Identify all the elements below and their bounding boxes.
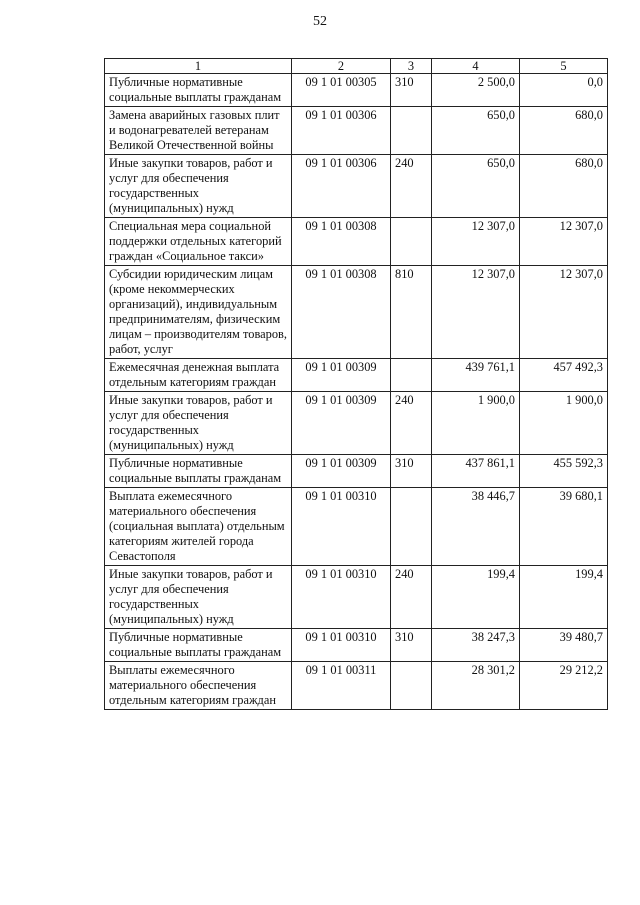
page-number: 52 bbox=[313, 14, 327, 29]
row-expense-type-cell bbox=[391, 488, 432, 566]
row-amount-year2-cell: 0,0 bbox=[520, 74, 608, 107]
row-amount-year2-cell: 199,4 bbox=[520, 566, 608, 629]
row-amount-year1-cell: 38 446,7 bbox=[432, 488, 520, 566]
row-name-cell: Иные закупки товаров, работ и услуг для обеспечения государственных (муниципальных) нужд bbox=[105, 155, 292, 218]
row-code-cell: 09 1 01 00309 bbox=[292, 392, 391, 455]
row-code-cell: 09 1 01 00306 bbox=[292, 107, 391, 155]
row-code-cell: 09 1 01 00308 bbox=[292, 266, 391, 359]
row-name-cell: Публичные нормативные социальные выплаты гражданам bbox=[105, 74, 292, 107]
header-col-1: 1 bbox=[105, 59, 292, 74]
row-expense-type-cell bbox=[391, 662, 432, 710]
row-name-cell: Субсидии юридическим лицам (кроме некоммерческих организаций), индивидуальным предпринимателям, физическим лицам – производителям товаров, работ, услуг bbox=[105, 266, 292, 359]
table-row bbox=[105, 74, 608, 107]
table-row bbox=[105, 455, 608, 488]
row-amount-year2-cell: 39 680,1 bbox=[520, 488, 608, 566]
table-row bbox=[105, 155, 608, 218]
row-name-cell: Иные закупки товаров, работ и услуг для обеспечения государственных (муниципальных) нужд bbox=[105, 392, 292, 455]
row-expense-type-cell bbox=[391, 359, 432, 392]
row-amount-year2-cell: 680,0 bbox=[520, 155, 608, 218]
row-amount-year2-cell: 680,0 bbox=[520, 107, 608, 155]
row-amount-year1-cell: 38 247,3 bbox=[432, 629, 520, 662]
row-amount-year1-cell: 650,0 bbox=[432, 155, 520, 218]
row-amount-year2-cell: 455 592,3 bbox=[520, 455, 608, 488]
row-amount-year1-cell: 12 307,0 bbox=[432, 266, 520, 359]
row-code-cell: 09 1 01 00310 bbox=[292, 629, 391, 662]
row-amount-year1-cell: 28 301,2 bbox=[432, 662, 520, 710]
row-expense-type-cell: 240 bbox=[391, 392, 432, 455]
row-amount-year1-cell: 439 761,1 bbox=[432, 359, 520, 392]
table-header-row bbox=[105, 59, 608, 74]
row-code-cell: 09 1 01 00309 bbox=[292, 359, 391, 392]
table-row bbox=[105, 566, 608, 629]
row-name-cell: Иные закупки товаров, работ и услуг для обеспечения государственных (муниципальных) нужд bbox=[105, 566, 292, 629]
row-expense-type-cell: 240 bbox=[391, 155, 432, 218]
row-expense-type-cell bbox=[391, 218, 432, 266]
row-name-cell: Публичные нормативные социальные выплаты гражданам bbox=[105, 455, 292, 488]
table-row bbox=[105, 488, 608, 566]
row-amount-year1-cell: 1 900,0 bbox=[432, 392, 520, 455]
table-row bbox=[105, 359, 608, 392]
table-row bbox=[105, 266, 608, 359]
row-expense-type-cell: 240 bbox=[391, 566, 432, 629]
row-amount-year2-cell: 29 212,2 bbox=[520, 662, 608, 710]
row-amount-year1-cell: 650,0 bbox=[432, 107, 520, 155]
row-name-cell: Ежемесячная денежная выплата отдельным категориям граждан bbox=[105, 359, 292, 392]
budget-table bbox=[104, 58, 608, 710]
row-amount-year2-cell: 12 307,0 bbox=[520, 266, 608, 359]
row-expense-type-cell: 310 bbox=[391, 629, 432, 662]
row-expense-type-cell: 810 bbox=[391, 266, 432, 359]
row-code-cell: 09 1 01 00308 bbox=[292, 218, 391, 266]
row-name-cell: Специальная мера социальной поддержки отдельных категорий граждан «Социальное такси» bbox=[105, 218, 292, 266]
row-expense-type-cell: 310 bbox=[391, 74, 432, 107]
row-code-cell: 09 1 01 00305 bbox=[292, 74, 391, 107]
header-col-3: 3 bbox=[391, 59, 432, 74]
row-amount-year1-cell: 12 307,0 bbox=[432, 218, 520, 266]
row-amount-year1-cell: 199,4 bbox=[432, 566, 520, 629]
table-body bbox=[105, 74, 608, 710]
row-code-cell: 09 1 01 00309 bbox=[292, 455, 391, 488]
row-code-cell: 09 1 01 00306 bbox=[292, 155, 391, 218]
header-col-4: 4 bbox=[432, 59, 520, 74]
row-name-cell: Публичные нормативные социальные выплаты гражданам bbox=[105, 629, 292, 662]
row-code-cell: 09 1 01 00310 bbox=[292, 566, 391, 629]
row-code-cell: 09 1 01 00310 bbox=[292, 488, 391, 566]
table-row bbox=[105, 629, 608, 662]
header-col-2: 2 bbox=[292, 59, 391, 74]
row-amount-year2-cell: 39 480,7 bbox=[520, 629, 608, 662]
row-amount-year2-cell: 457 492,3 bbox=[520, 359, 608, 392]
header-col-5: 5 bbox=[520, 59, 608, 74]
table-row bbox=[105, 218, 608, 266]
row-name-cell: Выплаты ежемесячного материального обеспечения отдельным категориям граждан bbox=[105, 662, 292, 710]
row-expense-type-cell: 310 bbox=[391, 455, 432, 488]
row-name-cell: Замена аварийных газовых плит и водонагревателей ветеранам Великой Отечественной войны bbox=[105, 107, 292, 155]
row-amount-year1-cell: 2 500,0 bbox=[432, 74, 520, 107]
table-row bbox=[105, 392, 608, 455]
table-row bbox=[105, 107, 608, 155]
row-amount-year2-cell: 1 900,0 bbox=[520, 392, 608, 455]
row-amount-year1-cell: 437 861,1 bbox=[432, 455, 520, 488]
row-amount-year2-cell: 12 307,0 bbox=[520, 218, 608, 266]
row-name-cell: Выплата ежемесячного материального обеспечения (социальная выплата) отдельным категориям жителей города Севастополя bbox=[105, 488, 292, 566]
table-row bbox=[105, 662, 608, 710]
row-code-cell: 09 1 01 00311 bbox=[292, 662, 391, 710]
row-expense-type-cell bbox=[391, 107, 432, 155]
